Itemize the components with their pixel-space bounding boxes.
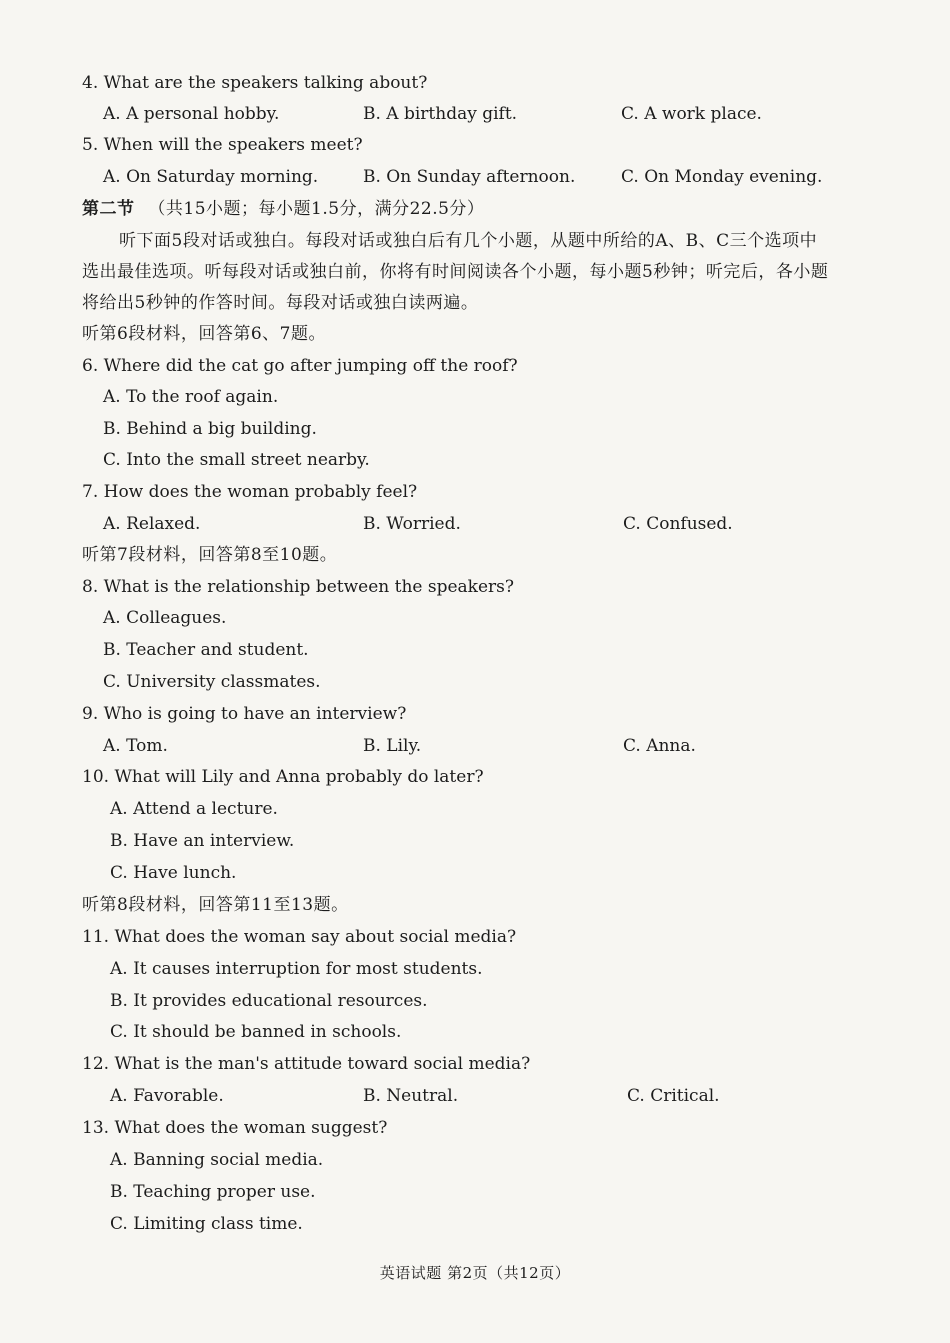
page-footer: 英语试题 第2页（共12页）	[379, 1264, 571, 1282]
question-5-stem: 5. When will the speakers meet?	[82, 135, 363, 155]
question-10-option-c: C. Have lunch.	[110, 863, 237, 883]
question-10-stem: 10. What will Lily and Anna probably do later?	[82, 767, 484, 787]
question-6-option-b: B. Behind a big building.	[103, 419, 317, 439]
question-12-stem: 12. What is the man's attitude toward social media?	[82, 1054, 531, 1074]
question-13-stem: 13. What does the woman suggest?	[82, 1118, 388, 1138]
question-7-stem: 7. How does the woman probably feel?	[82, 482, 418, 502]
question-12-option-a: A. Favorable.	[110, 1086, 224, 1106]
question-6-option-c: C. Into the small street nearby.	[103, 450, 370, 470]
question-6-option-a: A. To the roof again.	[103, 387, 279, 407]
question-8-stem: 8. What is the relationship between the speakers?	[82, 577, 515, 597]
question-11-option-a: A. It causes interruption for most students.	[110, 959, 483, 979]
question-10-option-a: A. Attend a lecture.	[110, 799, 278, 819]
passage-6-heading: 听第6段材料，回答第6、7题。	[82, 324, 326, 344]
passage-7-heading: 听第7段材料，回答第8至10题。	[82, 545, 338, 565]
question-4-option-a: A. A personal hobby.	[103, 104, 280, 124]
question-8-option-c: C. University classmates.	[103, 672, 321, 692]
section-2-instruction-line-1: 听下面5段对话或独白。每段对话或独白后有几个小题，从题中所给的A、B、C三个选项中	[119, 231, 818, 251]
section-2-heading	[82, 198, 484, 220]
question-10-option-b: B. Have an interview.	[110, 831, 295, 851]
question-11-option-b: B. It provides educational resources.	[110, 991, 428, 1011]
question-13-option-a: A. Banning social media.	[110, 1150, 324, 1170]
section-2-title: 第二节	[82, 199, 135, 219]
question-7-option-c: C. Confused.	[623, 514, 733, 534]
question-8-option-a: A. Colleagues.	[103, 608, 227, 628]
question-12-option-c: C. Critical.	[627, 1086, 720, 1106]
question-9-option-b: B. Lily.	[363, 736, 422, 756]
question-11-stem: 11. What does the woman say about social media?	[82, 927, 517, 947]
question-13-option-c: C. Limiting class time.	[110, 1214, 303, 1234]
question-11-option-c: C. It should be banned in schools.	[110, 1022, 402, 1042]
question-4-option-b: B. A birthday gift.	[363, 104, 518, 124]
question-7-option-a: A. Relaxed.	[103, 514, 201, 534]
question-9-stem: 9. Who is going to have an interview?	[82, 704, 407, 724]
section-2-instruction-line-2: 选出最佳选项。听每段对话或独白前，你将有时间阅读各个小题，每小题5秒钟；听完后，各小题	[82, 262, 829, 282]
question-7-option-b: B. Worried.	[363, 514, 461, 534]
section-2-scoring: （共15小题；每小题1.5分，满分22.5分）	[148, 199, 485, 219]
question-9-option-c: C. Anna.	[623, 736, 696, 756]
question-4-stem: 4. What are the speakers talking about?	[82, 73, 428, 93]
passage-8-heading: 听第8段材料，回答第11至13题。	[82, 895, 349, 915]
question-12-option-b: B. Neutral.	[363, 1086, 459, 1106]
question-6-stem: 6. Where did the cat go after jumping off the roof?	[82, 356, 518, 376]
question-5-option-b: B. On Sunday afternoon.	[363, 167, 576, 187]
question-8-option-b: B. Teacher and student.	[103, 640, 309, 660]
question-9-option-a: A. Tom.	[103, 736, 168, 756]
question-4-option-c: C. A work place.	[621, 104, 762, 124]
question-13-option-b: B. Teaching proper use.	[110, 1182, 316, 1202]
section-2-instruction-line-3: 将给出5秒钟的作答时间。每段对话或独白读两遍。	[82, 293, 479, 313]
question-5-option-a: A. On Saturday morning.	[103, 167, 319, 187]
question-5-option-c: C. On Monday evening.	[621, 167, 823, 187]
